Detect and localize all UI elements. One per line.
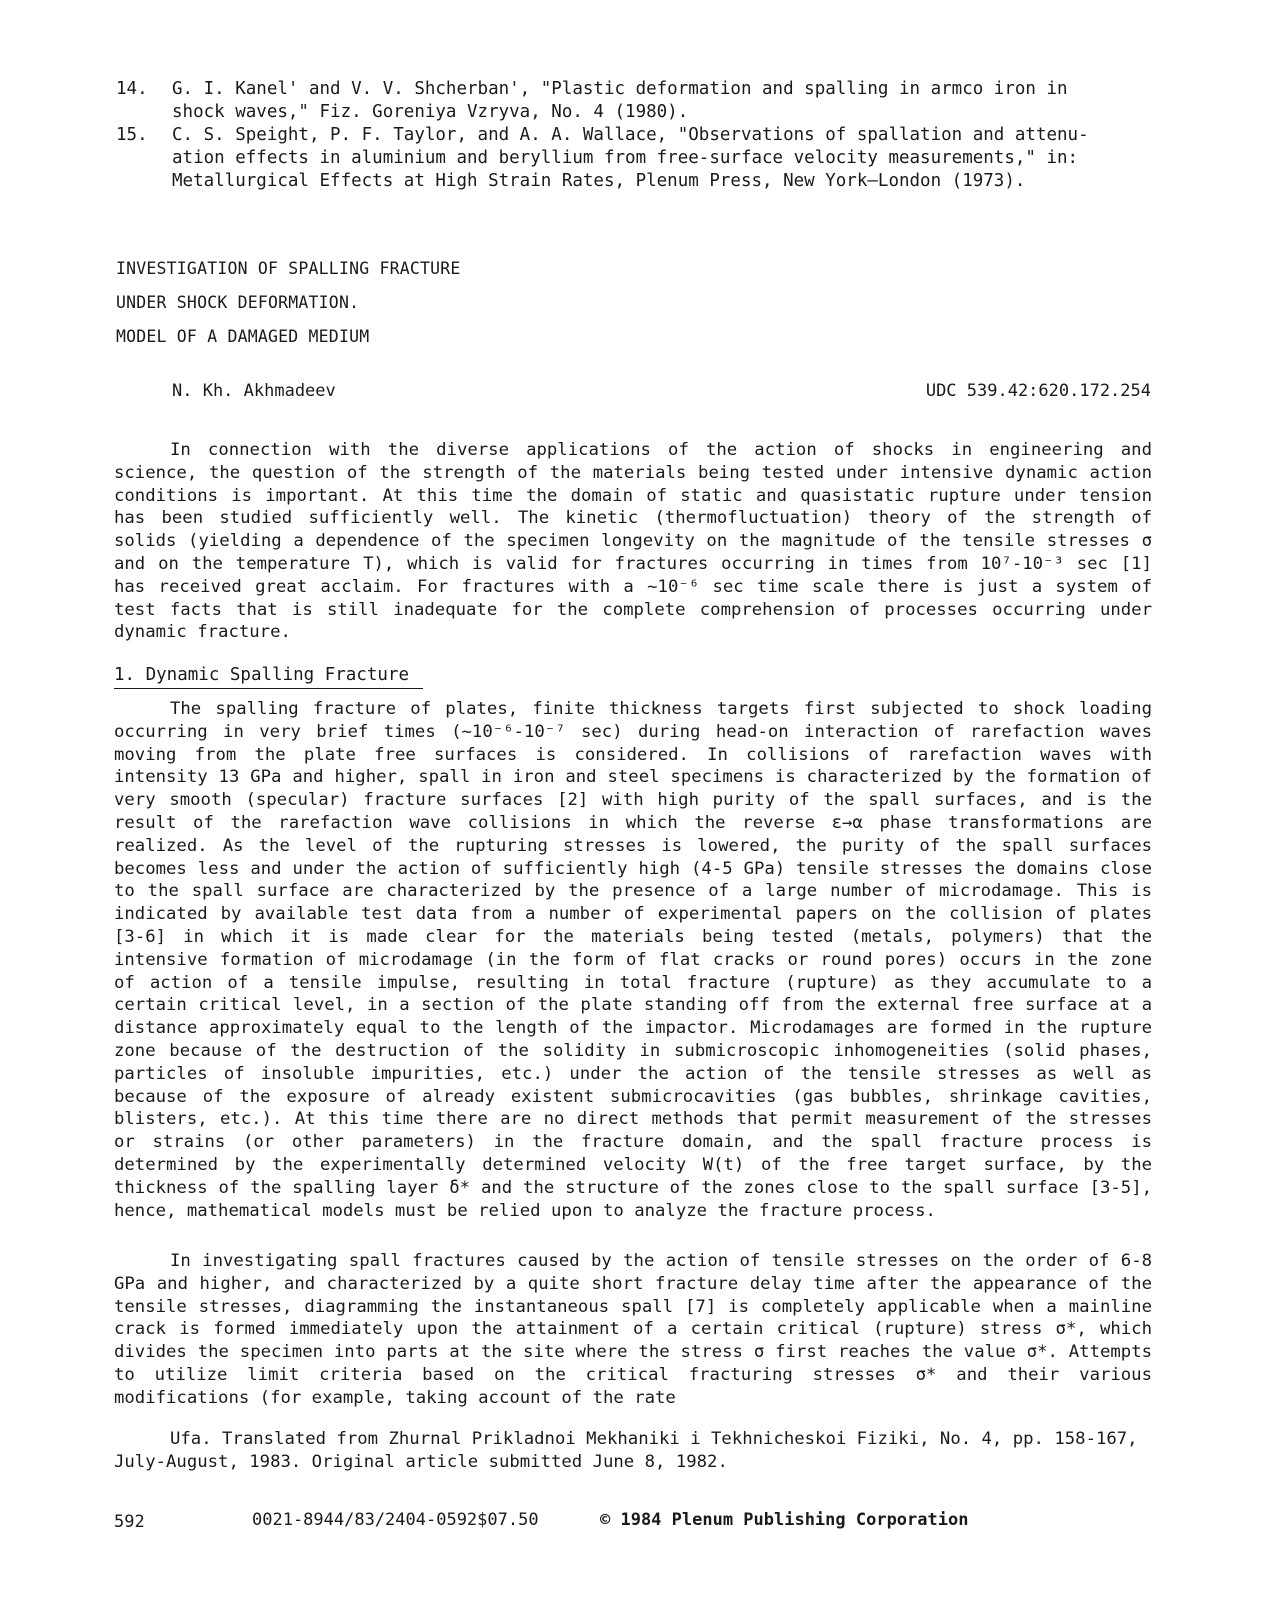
section-heading: 1. Dynamic Spalling Fracture [114, 665, 423, 689]
reference-15 [116, 124, 1146, 193]
reference-number: 15. [116, 125, 148, 145]
page-number: 592 [114, 1512, 145, 1532]
article-title-line-1: INVESTIGATION OF SPALLING FRACTURE [116, 259, 461, 278]
article-title-line-3: MODEL OF A DAMAGED MEDIUM [116, 327, 370, 346]
intro-paragraph: In connection with the diverse applications of the action of shocks in engineering and science, the question of the strength of the materials being tested under intensive dynamic action conditions is important. At this time the domain of static and quasistatic rupture under tension has been studied sufficiently well. The kinetic (thermofluctuation) theory of the strength of solids (yielding a dependence of the specimen longevity on the magnitude of the tensile stresses σ and on the temperature T), which is valid for fractures occurring in times from 10⁷-10⁻³ sec [1] has received great acclaim. For fractures with a ~10⁻⁶ sec time scale there is just a system of test facts that is still inadequate for the complete comprehension of processes occurring under dynamic fracture. [114, 440, 1152, 643]
copyright: © 1984 Plenum Publishing Corporation [600, 1510, 969, 1530]
udc-code: UDC 539.42:620.172.254 [925, 381, 1151, 401]
article-code: 0021-8944/83/2404-0592$07.50 [252, 1510, 539, 1530]
reference-text: G. I. Kanel' and V. V. Shcherban', "Plastic deformation and spalling in armco iron in shock waves," Fiz. Goreniya Vzryva, No. 4 (1980). [172, 79, 1068, 122]
article-title-line-2: UNDER SHOCK DEFORMATION. [116, 293, 360, 312]
body-paragraph-1: The spalling fracture of plates, finite thickness targets first subjected to shock loading occurring in very brief times (~10⁻⁶-10⁻⁷ sec) during head-on interaction of rarefaction waves moving from the plate free surfaces is considered. In collisions of rarefaction waves with intensity 13 GPa and higher, spall in iron and steel specimens is characterized by the formation of very smooth (specular) fracture surfaces [2] with high purity of the spall surfaces, and is the result of the rarefaction wave collisions in which the reverse ε→α phase transformations are realized. As the level of the rupturing stresses is lowered, the purity of the spall surfaces becomes less and under the action of sufficiently high (4-5 GPa) tensile stresses the domains close to the spall surface are characterized by the presence of a large number of microdamage. This is indicated by available test data from a number of experimental papers on the collision of plates [3-6] in which it is made clear for the materials being tested (metals, polymers) that the intensive formation of microdamage (in the form of flat cracks or round pores) occurs in the zone of action of a tensile impulse, resulting in total fracture (rupture) as they accumulate to a certain critical level, in a section of the plate standing off from the external free surface at a distance approximately equal to the length of the impactor. Microdamages are formed in the rupture zone because of the destruction of the solidity in submicroscopic inhomogeneities (solid phases, particles of insoluble impurities, etc.) under the action of the tensile stresses as well as because of the exposure of already existent submicrocavities (gas bubbles, shrinkage cavities, blisters, etc.). At this time there are no direct methods that permit measurement of the stresses or strains (or other parameters) in the fracture domain, and the spall fracture process is determined by the experimentally determined velocity W(t) of the free target surface, by the thickness of the spalling layer δ* and the structure of the zones close to the spall surface [3-5], hence, mathematical models must be relied upon to analyze the fracture process. [114, 699, 1152, 1221]
body-paragraph-2: In investigating spall fractures caused by the action of tensile stresses on the order of 6-8 GPa and higher, and characterized by a quite short fracture delay time after the appearance of the tensile stresses, diagramming the instantaneous spall [7] is completely applicable when a mainline crack is formed immediately upon the attainment of a certain critical (rupture) stress σ*, which divides the specimen into parts at the site where the stress σ first reaches the value σ*. Attempts to utilize limit criteria based on the critical fracturing stresses σ* and their various modifications (for example, taking account of the rate [114, 1251, 1152, 1408]
reference-number: 14. [116, 79, 148, 99]
reference-14 [116, 78, 1146, 124]
footnote: Ufa. Translated from Zhurnal Prikladnoi Mekhaniki i Tekhnicheskoi Fiziki, No. 4, pp. 158-167, July-August, 1983. Original article submitted June 8, 1982. [114, 1429, 1138, 1472]
reference-text: C. S. Speight, P. F. Taylor, and A. A. Wallace, "Observations of spallation and attenu- ation effects in aluminium and beryllium from free-surface velocity measurements," in: Metallurgical Effects at High Strain Rates, Plenum Press, New York—London (1973). [172, 125, 1089, 191]
author: N. Kh. Akhmadeev [172, 381, 336, 401]
